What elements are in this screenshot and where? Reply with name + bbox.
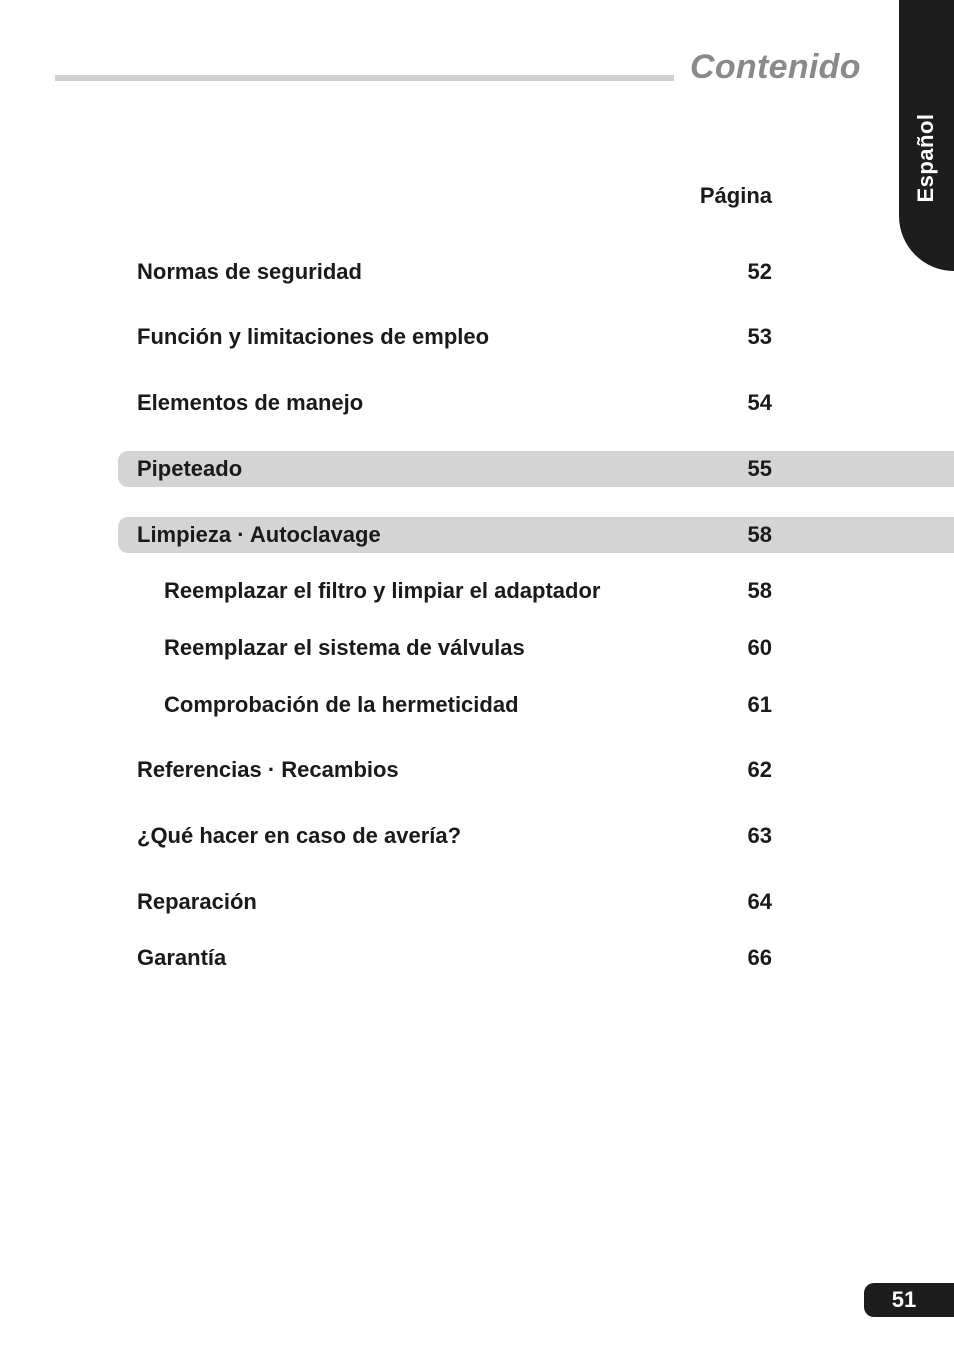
toc-entry-page: 52 xyxy=(747,259,772,284)
toc-entry-page: 55 xyxy=(747,456,772,481)
toc-entry-page: 54 xyxy=(747,390,772,415)
toc-entry-page: 61 xyxy=(747,692,772,717)
page-number-badge xyxy=(864,1283,954,1317)
toc-entry-page: 64 xyxy=(747,889,772,914)
toc-entry-label: Comprobación de la hermeticidad xyxy=(164,692,519,717)
toc-entry-page: 66 xyxy=(747,945,772,970)
toc-entry-page: 58 xyxy=(747,578,772,603)
toc-entry-label: Normas de seguridad xyxy=(137,259,362,284)
toc-entry-label: ¿Qué hacer en caso de avería? xyxy=(137,823,462,848)
toc-entry xyxy=(0,818,954,854)
toc-entry-label: Garantía xyxy=(137,945,227,970)
toc-entry-page: 58 xyxy=(747,522,772,547)
toc-entry-label: Referencias · Recambios xyxy=(137,757,399,782)
toc-entry xyxy=(0,687,954,723)
toc-entry-highlight xyxy=(118,451,954,487)
toc-entry xyxy=(0,884,954,920)
toc-entry-label: Función y limitaciones de empleo xyxy=(137,324,490,349)
toc-entry-label: Limpieza · Autoclavage xyxy=(137,522,381,547)
toc-entry-label: Reemplazar el sistema de válvulas xyxy=(164,635,525,660)
toc-entry-page: 62 xyxy=(747,757,772,782)
toc-entry xyxy=(0,385,954,421)
language-tab-label: Español xyxy=(913,113,938,203)
page-number: 51 xyxy=(891,1287,917,1312)
toc-entry-label: Reemplazar el filtro y limpiar el adaptador xyxy=(164,578,601,603)
toc-entry xyxy=(0,517,954,553)
page-column-label: Página xyxy=(699,183,772,208)
toc-entry xyxy=(0,451,954,487)
toc-entry xyxy=(0,940,954,976)
toc-entry-label: Reparación xyxy=(137,889,257,914)
toc-entry-label: Pipeteado xyxy=(137,456,243,481)
toc-entry-label: Elementos de manejo xyxy=(137,390,364,415)
toc-entry xyxy=(0,630,954,666)
toc-entry xyxy=(0,319,954,355)
toc-entry xyxy=(0,752,954,788)
toc-entry-page: 60 xyxy=(747,635,772,660)
toc-entry-page: 53 xyxy=(747,324,772,349)
toc-entry xyxy=(0,573,954,609)
toc-entry xyxy=(0,254,954,290)
toc-entry-page: 63 xyxy=(747,823,772,848)
page-title: Contenido xyxy=(690,48,861,86)
